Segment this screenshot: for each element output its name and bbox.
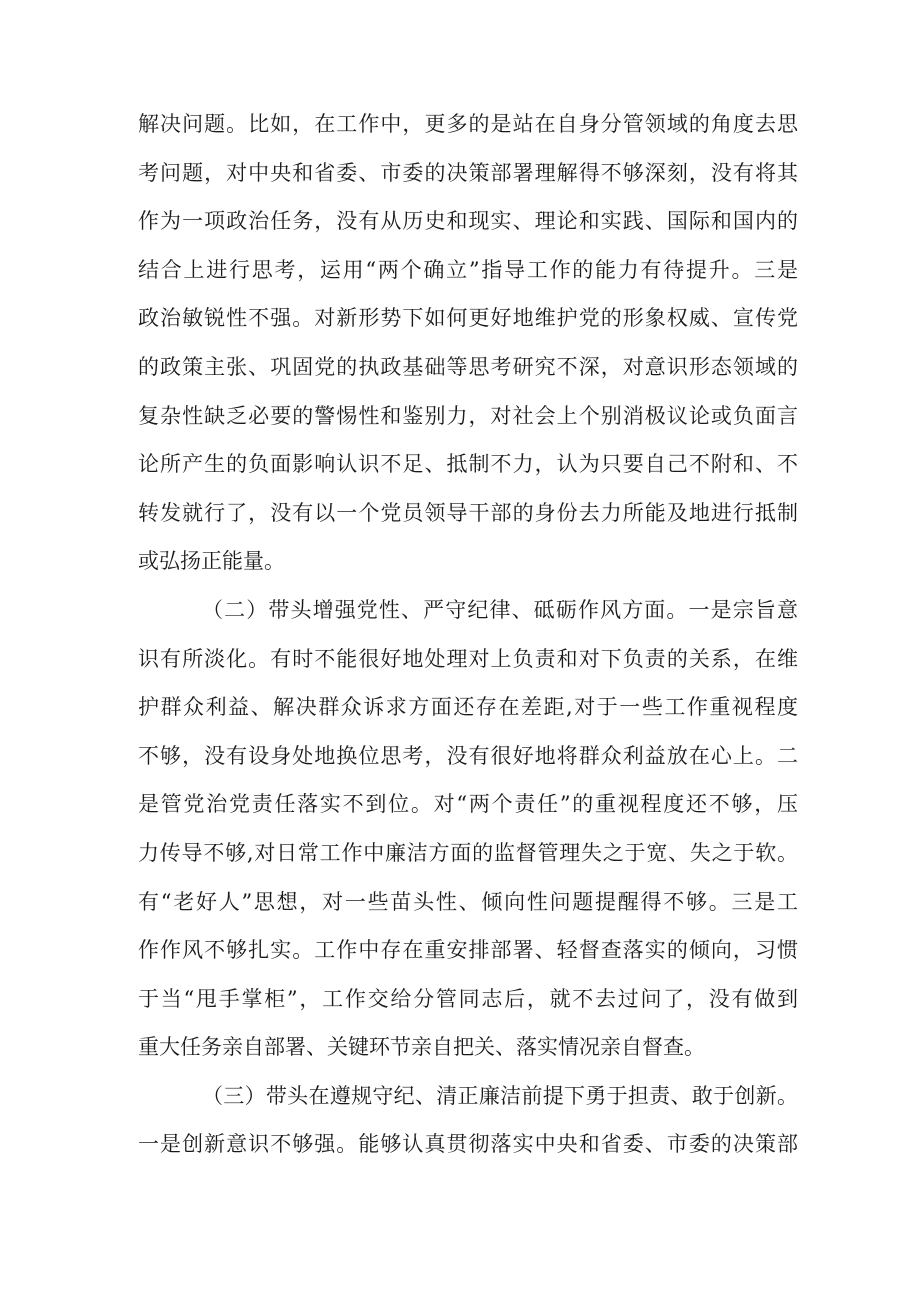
text-line: 识有所淡化。有时不能很好地处理对上负责和对下负责的关系，在维 (138, 646, 798, 671)
section-heading-line: （三）带头在遵规守纪、清正廉洁前提下勇于担责、敢于创新。 (202, 1083, 798, 1108)
text-line: 力传导不够,对日常工作中廉洁方面的监督管理失之于宽、失之于软。 (138, 840, 798, 865)
text-line: 论所产生的负面影响认识不足、抵制不力，认为只要自己不附和、不 (138, 452, 798, 477)
text-line: 是管党治党责任落实不到位。对“两个责任”的重视程度还不够，压 (138, 792, 798, 817)
paragraph-end-line: 重大任务亲自部署、关键环节亲自把关、落实情况亲自督查。 (138, 1035, 705, 1060)
text-line: 于当“甩手掌柜”，工作交给分管同志后，就不去过问了，没有做到 (138, 986, 798, 1011)
text-line: 有“老好人”思想，对一些苗头性、倾向性问题提醒得不够。三是工 (138, 889, 798, 914)
text-line: 考问题，对中央和省委、市委的决策部署理解得不够深刻，没有将其 (138, 160, 798, 185)
text-line: 不够，没有设身处地换位思考，没有很好地将群众利益放在心上。二 (138, 743, 798, 768)
text-line: 一是创新意识不够强。能够认真贯彻落实中央和省委、市委的决策部 (138, 1132, 798, 1157)
text-line: 作为一项政治任务，没有从历史和现实、理论和实践、国际和国内的 (138, 209, 798, 234)
section-heading-line: （二）带头增强党性、严守纪律、砥砺作风方面。一是宗旨意 (202, 597, 798, 622)
text-line: 结合上进行思考，运用“两个确立”指导工作的能力有待提升。三是 (138, 257, 798, 282)
text-line: 政治敏锐性不强。对新形势下如何更好地维护党的形象权威、宣传党 (138, 306, 798, 331)
text-line: 的政策主张、巩固党的执政基础等思考研究不深，对意识形态领域的 (138, 354, 798, 379)
text-line: 作作风不够扎实。工作中存在重安排部署、轻督查落实的倾向，习惯 (138, 938, 798, 963)
document-body (138, 100, 798, 1169)
text-line: 护群众利益、解决群众诉求方面还存在差距,对于一些工作重视程度 (138, 695, 798, 720)
text-line: 转发就行了，没有以一个党员领导干部的身份去力所能及地进行抵制 (138, 500, 798, 525)
paragraph-end-line: 或弘扬正能量。 (138, 549, 285, 574)
text-line: 解决问题。比如，在工作中，更多的是站在自身分管领域的角度去思 (138, 112, 798, 136)
text-line: 复杂性缺乏必要的警惕性和鉴别力，对社会上个别消极议论或负面言 (138, 403, 798, 428)
